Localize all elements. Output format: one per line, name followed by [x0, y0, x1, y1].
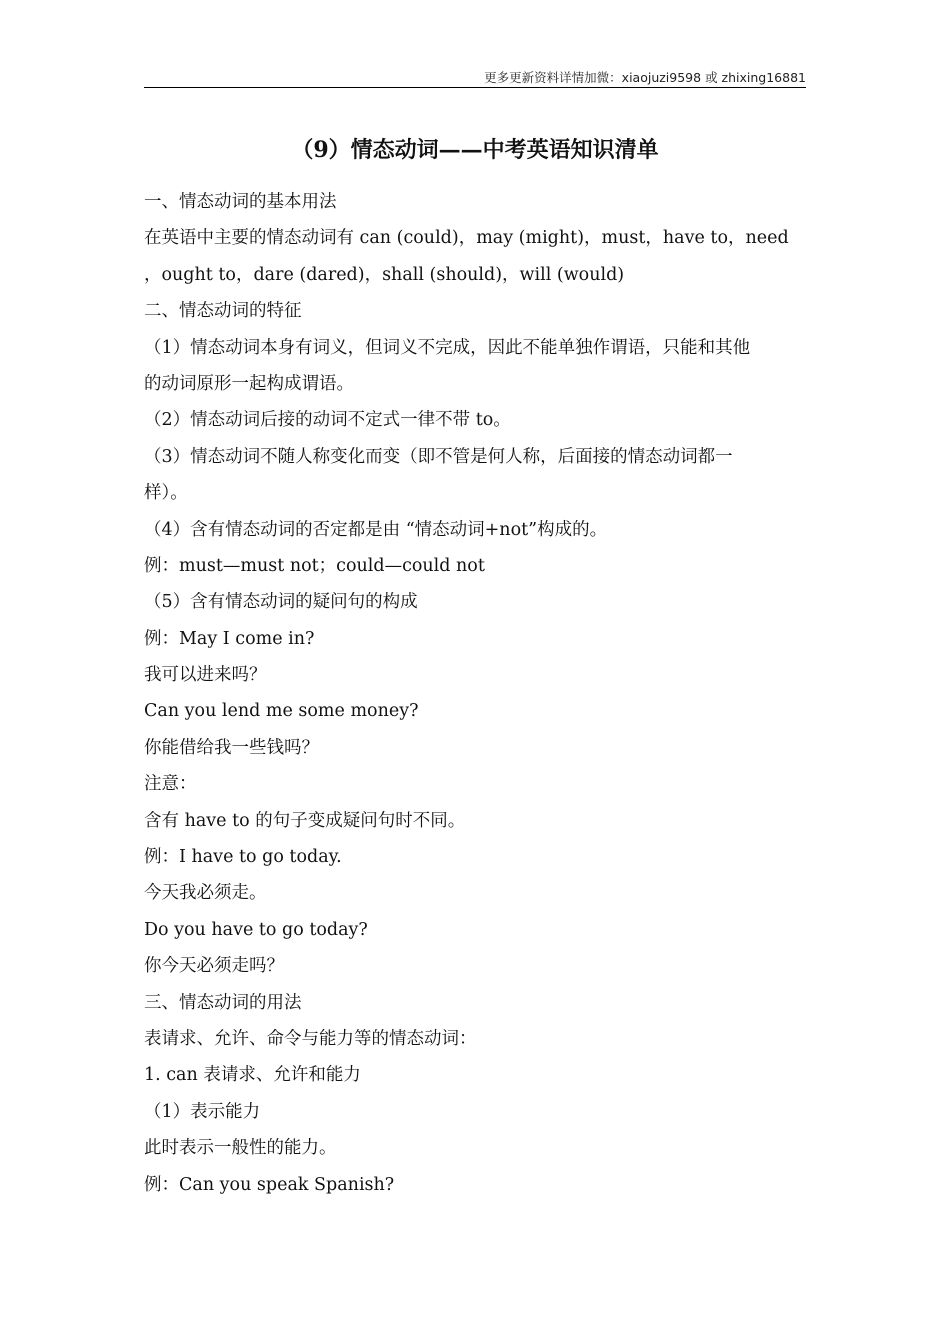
section-heading-basic-usage: 一、情态动词的基本用法: [144, 192, 337, 212]
example-line: 例：May I come in?: [144, 628, 315, 649]
paragraph-line: 在英语中主要的情态动词有 can (could)，may (might)，must，have to，need: [144, 228, 789, 249]
section-heading-features: 二、情态动词的特征: [144, 301, 302, 322]
paragraph-line: 的动词原形一起构成谓语。: [144, 373, 354, 394]
paragraph-line: （2）情态动词后接的动词不定式一律不带 to。: [144, 410, 511, 431]
paragraph-line: （1）情态动词本身有词义，但词义不完成，因此不能单独作谓语，只能和其他: [144, 337, 751, 358]
note-label: 注意：: [144, 774, 197, 795]
paragraph-line: 表请求、允许、命令与能力等的情态动词：: [144, 1028, 477, 1049]
example-line: 例：must—must not；could—could not: [144, 555, 485, 576]
paragraph-line: ，ought to，dare (dared)，shall (should)，will (would): [144, 264, 625, 285]
example-line: 例：I have to go today.: [144, 847, 342, 868]
paragraph-line: 含有 have to 的句子变成疑问句时不同。: [144, 810, 466, 831]
example-line: Do you have to go today?: [144, 919, 368, 940]
document-title: （9）情态动词——中考英语知识清单: [291, 137, 659, 163]
subheading-line: （1）表示能力: [144, 1101, 261, 1122]
example-line: 例：Can you speak Spanish?: [144, 1174, 395, 1195]
paragraph-line: 此时表示一般性的能力。: [144, 1138, 337, 1159]
paragraph-line: （3）情态动词不随人称变化而变（即不管是何人称，后面接的情态动词都一: [144, 446, 733, 467]
header-note: 更多更新资料详情加微：xiaojuzi9598 或 zhixing16881: [484, 70, 806, 85]
paragraph-line: （4）含有情态动词的否定都是由 “情态动词+not”构成的。: [144, 519, 608, 540]
paragraph-line: （5）含有情态动词的疑问句的构成: [144, 592, 418, 613]
header-rule: [144, 87, 806, 88]
example-line: Can you lend me some money?: [144, 701, 419, 722]
paragraph-line: 样）。: [144, 483, 188, 504]
subheading-line: 1. can 表请求、允许和能力: [144, 1065, 361, 1086]
translation-line: 我可以进来吗？: [144, 665, 267, 686]
section-heading-usage: 三、情态动词的用法: [144, 992, 302, 1013]
translation-line: 你今天必须走吗？: [144, 956, 284, 977]
translation-line: 你能借给我一些钱吗？: [144, 737, 319, 758]
document-body: [144, 184, 806, 1203]
translation-line: 今天我必须走。: [144, 883, 267, 904]
